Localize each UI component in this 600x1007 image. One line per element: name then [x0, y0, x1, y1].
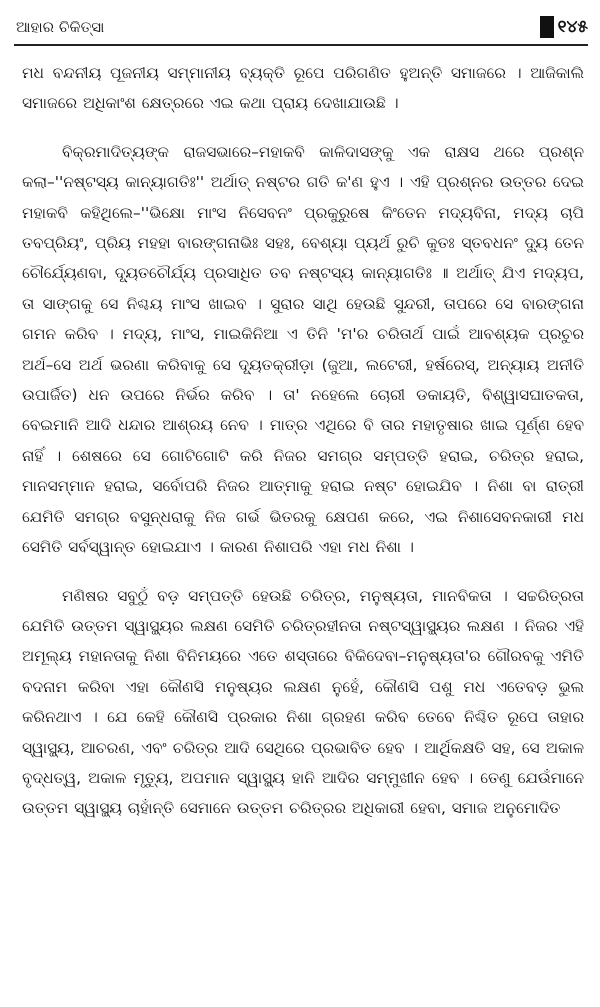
running-head: ଆହାର ଚିକିତ୍ସା [16, 18, 105, 36]
page-body [22, 58, 584, 824]
paragraph-continued: ମଧ ବନ୍ଦନୀୟ ପୂଜନୀୟ ସମ୍ମାନୀୟ ବ୍ୟକ୍ତି ରୂପେ ପରିଗଣିତ ହୁଅନ୍ତି ସମାଜରେ । ଆଜିକାଲି ସମାଜରେ ଅଧିକାଂଶ କ୍ଷେତ୍ରରେ ଏଇ କଥା ପ୍ରାୟ ଦେଖାଯାଉଛି । [22, 64, 584, 113]
page-number: ୧୪୫ [557, 17, 588, 37]
page-header [14, 14, 588, 46]
paragraph-character: ମଣିଷର ସବୁଠୁଁ ବଡ଼ ସମ୍ପତ୍ତି ହେଉଛି ଚରିତ୍ର, ମନୁଷ୍ୟତା, ମାନବିକତା । ସଚ୍ଚରିତ୍ରତା ଯେମିତି ଉତ୍ତମ ସ୍ୱାସ୍ଥ୍ୟର ଲକ୍ଷଣ ସେମିତି ଚରିତ୍ରହୀନତା ନଷ୍ଟସ୍ୱାସ୍ଥ୍ୟର ଲକ୍ଷଣ । ନିଜର ଏହି ଅମୂଲ୍ୟ ମହାନତାକୁ ନିଶା ବିନିମୟରେ ଏତେ ଶସ୍ତାରେ ବିକିଦେବା–ମନୁଷ୍ୟତା'ର ଗୌରବକୁ ଏମିତି ବଦନାମ କରିବା ଏହା କୌଣସି ମନୁଷ୍ୟର ଲକ୍ଷଣ ନୁହେଁ, କୌଣସି ପଶୁ ମଧ ଏତେବଡ଼ ଭୁଲ କରିନଥାଏ । ଯେ କେହି କୌଣସି ପ୍ରକାର ନିଶା ଗ୍ରହଣ କରିବ ତେବେ ନିଶ୍ଚିତ ରୂପେ ତାହାର ସ୍ୱାସ୍ଥ୍ୟ, ଆଚରଣ, ଏବଂ ଚରିତ୍ର ଆଦି ସେଥିରେ ପ୍ରଭାବିତ ହେବ । ଆର୍ଥିକକ୍ଷତି ସହ, ସେ ଅକାଳ ବୃଦ୍ଧତ୍ୱ, ଅକାଳ ମୃତ୍ୟୁ, ଅପମାନ ସ୍ୱାସ୍ଥ୍ୟ ହାନି ଆଦିର ସମ୍ମୁଖୀନ ହେବ । ତେଣୁ ଯେଉଁମାନେ ଉତ୍ତମ ସ୍ୱାସ୍ଥ୍ୟ ଚାହାଁନ୍ତି ସେମାନେ ଉତ୍ତମ ଚରିତ୍ରର ଅଧିକାରୀ ହେବା, ସମାଜ ଅନୁମୋଦିତ [22, 586, 584, 818]
paragraph-kalidasa: ବିକ୍ରମାଦିତ୍ୟଙ୍କ ରାଜସଭାରେ–ମହାକବି କାଳିଦାସଙ୍କୁ ଏକ ରାକ୍ଷସ ଥରେ ପ୍ରଶ୍ନ କଲା–''ନଷ୍ଟସ୍ୟ କାନ୍ୟାଗତିଃ'' ଅର୍ଥାତ୍ ନଷ୍ଟର ଗତି କ'ଣ ହୁଏ । ଏହି ପ୍ରଶ୍ନର ଉତ୍ତର ଦେଇ ମହାକବି କହିଥିଲେ–''ଭିକ୍ଷୋ ମାଂସ ନିସେବନଂ ପ୍ରକୁରୁଷେ କିଂତେନ ମଦ୍ୟବିନା, ମଦ୍ୟ ଚାପି ତବପ୍ରିୟଂ, ପ୍ରିୟ ମହହା ବାରଙ୍ଗନାଭିଃ ସହଃ, ବେଶ୍ୟା ପ୍ୟର୍ଥ ରୁଚି କୁତଃ ସ୍ତବଧନଂ ଦ୍ୟୁ ତେନ ଚୌର୍ଯ୍ୟେଣବା, ଦ୍ୟୂତଚୌର୍ଯ୍ୟ ପ୍ରସାଧିତ ତବ ନଷ୍ଟସ୍ୟ କାନ୍ୟାଗତିଃ ॥ ଅର୍ଥାତ୍ ଯିଏ ମଦ୍ୟପ, ତା ସାଙ୍ଗକୁ ସେ ନିଶ୍ଚୟ ମାଂସ ଖାଇବ । ସୁରାର ସାଥି ହେଉଛି ସୁନ୍ଦରୀ, ତାପରେ ସେ ବାରଙ୍ଗନା ଗମନ କରିବ । ମଦ୍ୟ, ମାଂସ, ମାଇକିନିଆ ଏ ତିନି 'ମ'ର ଚରିତାର୍ଥ ପାଇଁ ଆବଶ୍ୟକ ପ୍ରଚୁର ଅର୍ଥ–ସେ ଅର୍ଥ ଭରଣା କରିବାକୁ ସେ ଦ୍ୟୂତକ୍ରୀଡ଼ା (ଜୁଆ, ଲଟେରୀ, ହର୍ଷରେସ୍, ଅନ୍ୟାୟ ଅନୀତି ଉପାର୍ଜିତ) ଧନ ଉପରେ ନିର୍ଭର କରିବ । ତା' ନହେଲେ ଚୋରୀ ଡକାୟତି, ବିଶ୍ୱାସଘାତକତା, ବେଇମାନି ଆଦି ଧନ୍ଦାର ଆଶ୍ରୟ ନେବ । ମାତ୍ର ଏଥିରେ ବି ତାର ମହାତୃଷାର ଖାଇ ପୂର୍ଣ୍ଣ ହେବ ନାହିଁ । ଶେଷରେ ସେ ଗୋଟିଗୋଟି କରି ନିଜର ସମଗ୍ର ସମ୍ପତ୍ତି ହରାଇ, ଚରିତ୍ର ହରାଇ, ମାନସମ୍ମାନ ହରାଇ, ସର୍ବୋପରି ନିଜର ଆତ୍ମାକୁ ହରାଇ ନଷ୍ଟ ହୋଇଯିବ । ନିଶା ବା ରାତ୍ରୀ ଯେମିତି ସମଗ୍ର ବସୁନ୍ଧରାକୁ ନିଜ ଗର୍ଭ ଭିତରକୁ କ୍ଷେପଣ କରେ, ଏଇ ନିଶାସେବନକାରୀ ମଧ ସେମିତି ସର୍ବସ୍ୱାନ୍ତ ହୋଇଯାଏ । କାରଣ ନିଶାପରି ଏହା ମଧ ନିଶା । [22, 142, 584, 557]
folio [540, 16, 588, 38]
folio-marker-block [540, 16, 554, 38]
